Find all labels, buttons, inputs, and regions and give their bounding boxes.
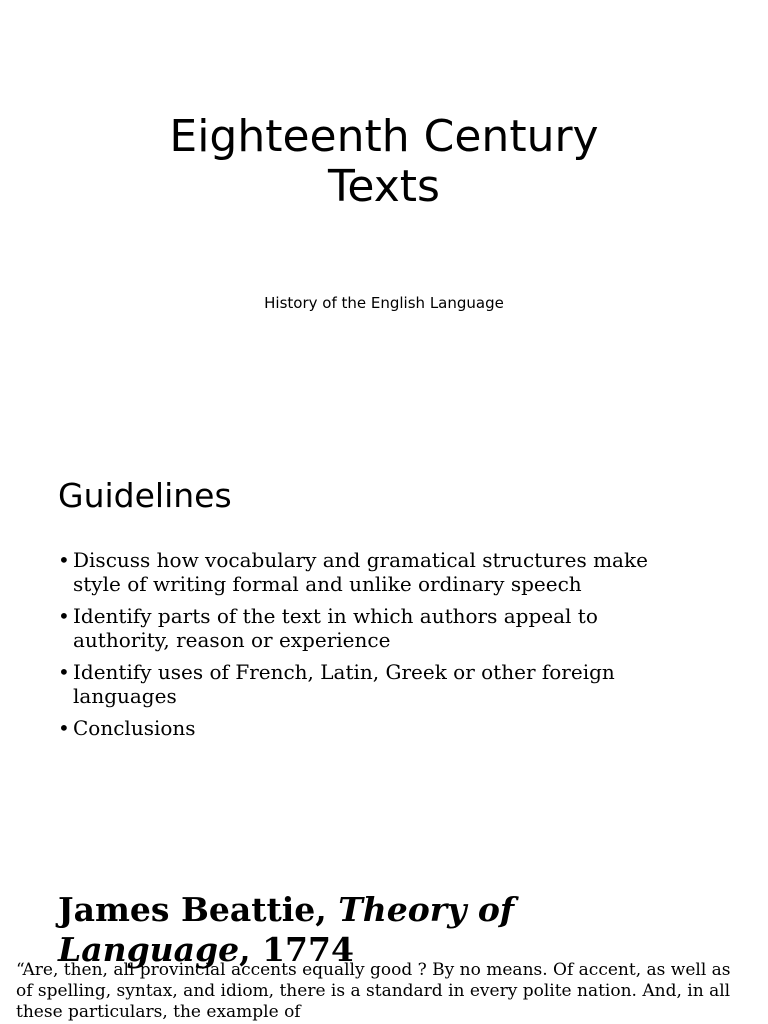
quote-slide-title xyxy=(58,890,698,970)
list-item-text: Identify parts of the text in which authors appeal to authority, reason or experience xyxy=(73,604,598,652)
quote-slide xyxy=(0,860,768,1024)
bullet-icon: • xyxy=(58,548,70,572)
list-item xyxy=(58,604,698,652)
title-work: Theory of Language xyxy=(58,890,515,969)
guidelines-slide xyxy=(0,420,768,820)
bullet-icon: • xyxy=(58,660,70,684)
list-item-text: Identify uses of French, Latin, Greek or other foreign languages xyxy=(73,660,615,708)
title-slide xyxy=(0,0,768,384)
list-item-text: Discuss how vocabulary and gramatical structures make style of writing formal and unlike ordinary speech xyxy=(73,548,648,596)
guidelines-heading: Guidelines xyxy=(58,476,232,515)
quote-text: “Are, then, all provincial accents equally good ? By no means. Of accent, as well as of spelling, syntax, and idiom, there is a standard in every polite nation. And, in all these particulars, the example of xyxy=(16,960,731,1022)
list-item xyxy=(58,716,698,740)
title-author: James Beattie, xyxy=(58,890,339,929)
bullet-icon: • xyxy=(58,716,70,740)
slide-title: Eighteenth Century Texts xyxy=(169,111,599,212)
bullet-icon: • xyxy=(58,604,70,628)
list-item-text: Conclusions xyxy=(73,716,196,740)
title-year: , 1774 xyxy=(239,930,354,969)
list-item xyxy=(58,548,698,596)
guidelines-list xyxy=(58,548,698,748)
slide-subtitle: History of the English Language xyxy=(264,294,504,312)
list-item xyxy=(58,660,698,708)
